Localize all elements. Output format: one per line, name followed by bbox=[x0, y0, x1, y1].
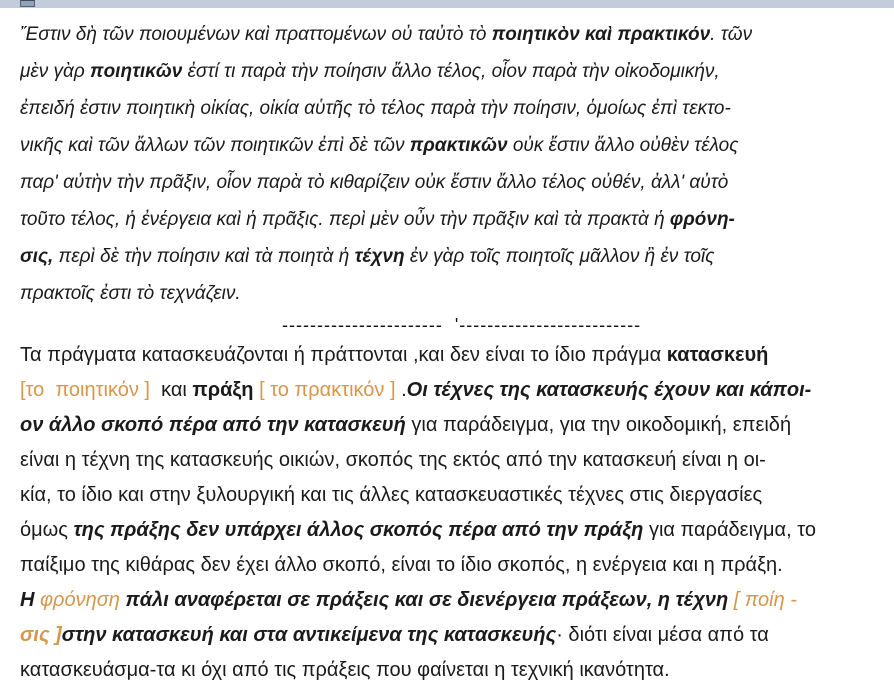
text-run: [ ποίη - bbox=[733, 589, 797, 611]
text-run: Τα πράγματα κατασκευάζονται ή πράττονται ,και δεν είναι το ίδιο πράγμα bbox=[20, 344, 667, 366]
text-line bbox=[20, 90, 880, 127]
text-run: κατασκευή bbox=[666, 344, 769, 366]
text-run: για παράδειγμα, το bbox=[643, 519, 816, 541]
text-line bbox=[20, 201, 880, 238]
text-run: ἐπειδή ἐστιν ποιητικὴ οἰκίας, οἰκία αὑτῆς τὸ τέλος παρὰ τὴν ποίησιν, ὁμοίως ἐπὶ τεκτο- bbox=[20, 98, 731, 119]
text-run: · διότι είναι μέσα από τα bbox=[556, 624, 769, 646]
text-run: ἐν γὰρ τοῖς ποιητοῖς μᾶλλον ἢ ἐν τοῖς bbox=[404, 246, 715, 267]
text-run: μὲν γὰρ bbox=[20, 61, 91, 82]
text-run: είναι η τέχνη της κατασκευής οικιών, σκοπός της εκτός από την κατασκευή είναι η οι- bbox=[20, 449, 766, 471]
text-run: φρόνηση bbox=[40, 589, 120, 611]
text-run: Ἔστιν δὴ τῶν ποιουμένων καὶ πραττομένων οὐ ταὐτὸ τὸ bbox=[20, 24, 492, 45]
text-run: παρ' αὐτὴν τὴν πρᾶξιν, οἷον παρὰ τὸ κιθαρίζειν οὐκ ἔστιν ἄλλο τέλος οὐθέν, ἀλλ' αὐτὸ bbox=[20, 172, 729, 193]
text-line bbox=[20, 408, 880, 443]
text-line bbox=[20, 275, 880, 312]
text-run: σις ] bbox=[20, 624, 62, 646]
text-run: πάλι αναφέρεται σε πράξεις και σε διενέργεια πράξεων, η τέχνη bbox=[119, 589, 734, 611]
text-run: . τῶν bbox=[710, 24, 753, 45]
text-line bbox=[20, 373, 880, 408]
text-run: όμως bbox=[20, 519, 74, 541]
text-line bbox=[20, 238, 880, 275]
text-run: πρακτοῖς ἐστι τὸ τεχνάζειν. bbox=[20, 283, 241, 304]
text-run: ποιητικὸν καὶ πρακτικόν bbox=[491, 24, 711, 45]
toolbar-edge-strip bbox=[0, 0, 894, 8]
ancient-greek-paragraph bbox=[20, 16, 880, 312]
text-run: περὶ δὲ τὴν ποίησιν καὶ τὰ ποιητὰ ἡ bbox=[53, 246, 355, 267]
text-run: ἐστί τι παρὰ τὴν ποίησιν ἄλλο τέλος, οἷον παρὰ τὴν οἰκοδομικήν, bbox=[182, 61, 720, 82]
text-run: τέχνη bbox=[354, 246, 405, 267]
text-run: ον άλλο σκοπό πέρα από την κατασκευή bbox=[20, 414, 406, 436]
text-run: για παράδειγμα, για την οικοδομική, επειδή bbox=[405, 414, 792, 436]
text-run: οὐκ ἔστιν ἄλλο οὐθὲν τέλος bbox=[507, 135, 739, 156]
text-run: [ το πρακτικόν ] bbox=[259, 379, 396, 401]
text-line bbox=[20, 164, 880, 201]
modern-greek-translation-paragraph bbox=[20, 338, 880, 688]
text-run: νικῆς καὶ τῶν ἄλλων τῶν ποιητικῶν ἐπὶ δὲ τῶν bbox=[20, 135, 410, 156]
text-run: κία, το ίδιο και στην ξυλουργική και τις άλλες κατασκευαστικές τέχνες στις διεργασίες bbox=[20, 484, 763, 506]
text-line bbox=[20, 127, 880, 164]
text-run: της πράξης δεν υπάρχει άλλος σκοπός πέρα από την πράξη bbox=[73, 519, 644, 541]
text-run: [το ποιητικόν ] bbox=[20, 379, 150, 401]
divider-line: ----------------------- '-------------------------- bbox=[282, 315, 642, 335]
text-line bbox=[20, 478, 880, 513]
text-run: ποιητικῶν bbox=[90, 61, 183, 82]
text-line bbox=[20, 653, 880, 688]
text-line bbox=[20, 443, 880, 478]
text-line bbox=[20, 618, 880, 653]
text-line bbox=[20, 548, 880, 583]
text-run: . bbox=[395, 379, 407, 401]
text-run: και bbox=[149, 379, 193, 401]
text-run: τοῦτο τέλος, ἡ ἐνέργεια καὶ ἡ πρᾶξις. περὶ μὲν οὖν τὴν πρᾶξιν καὶ τὰ πρακτὰ ἡ bbox=[20, 209, 670, 230]
document-page bbox=[0, 8, 894, 688]
text-run: φρόνη- bbox=[669, 209, 735, 230]
text-line bbox=[20, 583, 880, 618]
text-run: σις, bbox=[20, 246, 54, 267]
text-line bbox=[20, 16, 880, 53]
text-line bbox=[20, 513, 880, 548]
text-run: Οι τέχνες της κατασκευής έχουν και κάποι- bbox=[406, 379, 812, 401]
text-run: Η bbox=[20, 589, 40, 611]
text-run: κατασκευάσμα-τα κι όχι από τις πράξεις που φαίνεται η τεχνική ικανότητα. bbox=[20, 659, 670, 681]
text-run: παίξιμο της κιθάρας δεν έχει άλλο σκοπό, είναι το ίδιο σκοπός, η ενέργεια και η πράξη. bbox=[20, 554, 783, 576]
toolbar-mini-icon[interactable] bbox=[20, 0, 35, 7]
text-line bbox=[20, 53, 880, 90]
text-run: πράξη bbox=[192, 379, 254, 401]
text-run: πρακτικῶν bbox=[409, 135, 508, 156]
text-line bbox=[20, 338, 880, 373]
text-run: στην κατασκευή και στα αντικείμενα της κατασκευής bbox=[61, 624, 557, 646]
